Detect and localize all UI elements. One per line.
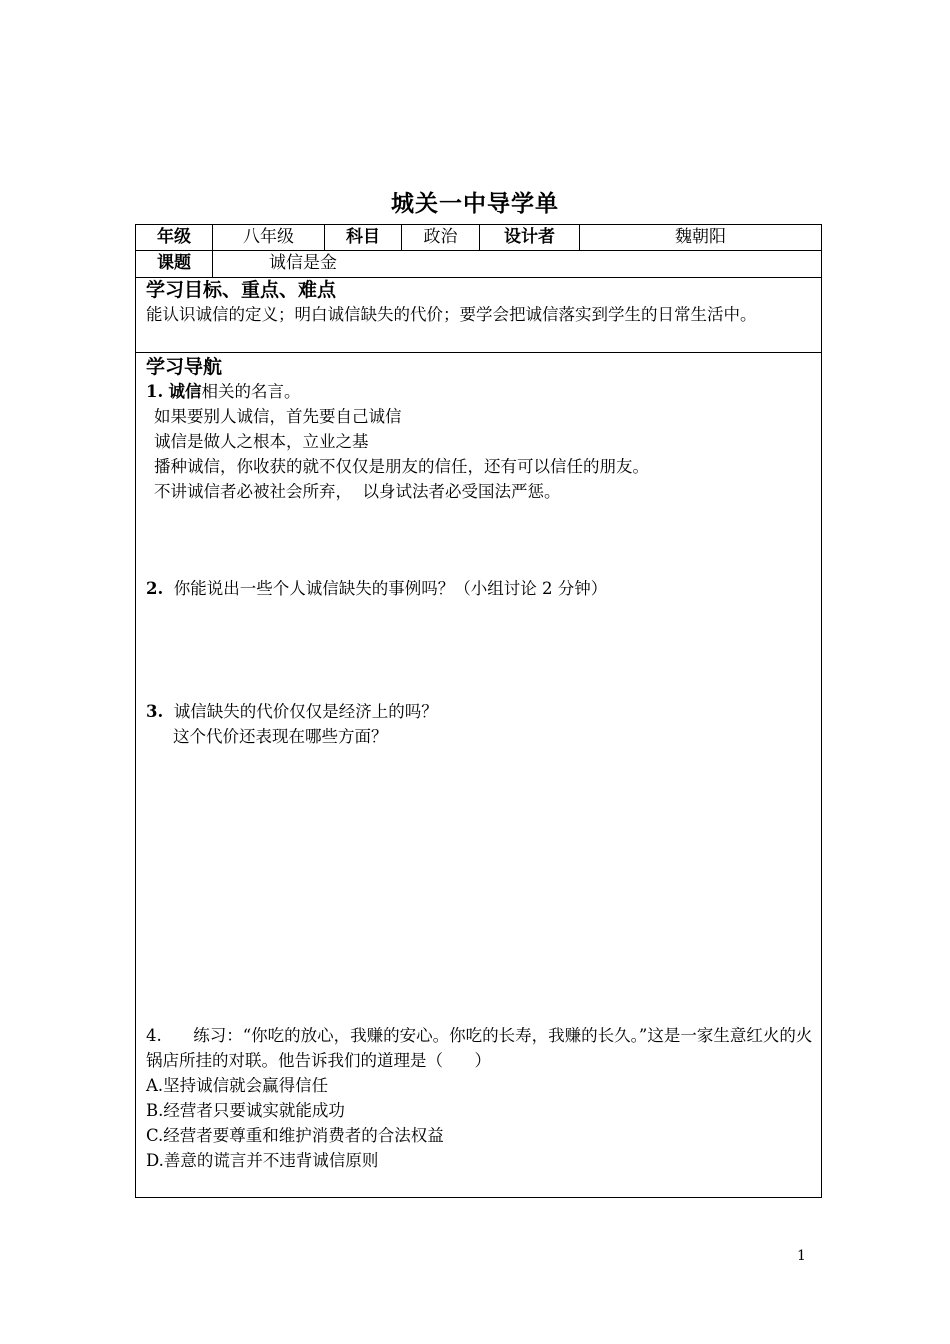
option-d: D.善意的谎言并不违背诚信原则 — [146, 1151, 379, 1170]
grade-label: 年级 — [136, 225, 213, 251]
option-c: C.经营者要尊重和维护消费者的合法权益 — [146, 1126, 444, 1145]
quote-4: 不讲诚信者必被社会所弃， 以身试法者必受国法严惩。 — [154, 482, 561, 501]
goals-text: 能认识诚信的定义；明白诚信缺失的代价；要学会把诚信落实到学生的日常生活中。 — [146, 305, 757, 324]
subject-label: 科目 — [325, 225, 402, 251]
study-sheet-table — [135, 224, 822, 1198]
question-3 — [146, 699, 821, 724]
question-1-keyword: 诚信 — [168, 382, 202, 401]
designer-value: 魏朝阳 — [580, 225, 822, 251]
guide-heading: 学习导航 — [146, 356, 223, 378]
question-1-text: 相关的名言。 — [201, 382, 301, 401]
question-4: 4. 练习：“你吃的放心，我赚的安心。你吃的长寿，我赚的长久。”这是一家生意红火的火锅店所挂的对联。他告诉我们的道理是（ ） — [146, 1026, 813, 1070]
question-1 — [146, 379, 821, 404]
grade-value: 八年级 — [213, 225, 325, 251]
quote-1: 如果要别人诚信，首先要自己诚信 — [154, 407, 402, 426]
question-3-line-2: 这个代价还表现在哪些方面？ — [173, 727, 388, 746]
question-2-text: 你能说出一些个人诚信缺失的事例吗？（小组讨论 2 分钟） — [173, 579, 608, 598]
quote-3: 播种诚信，你收获的就不仅仅是朋友的信任，还有可以信任的朋友。 — [154, 457, 649, 476]
question-1-number: 1. — [146, 382, 164, 401]
guide-section — [136, 353, 822, 1198]
designer-label: 设计者 — [480, 225, 580, 251]
question-2 — [146, 576, 821, 601]
question-3-number: 3. — [146, 702, 164, 721]
option-b: B.经营者只要诚实就能成功 — [146, 1101, 345, 1120]
question-2-number: 2. — [146, 579, 164, 598]
goals-section — [136, 278, 822, 353]
question-3-line-1: 诚信缺失的代价仅仅是经济上的吗？ — [173, 702, 438, 721]
goals-heading: 学习目标、重点、难点 — [146, 279, 337, 301]
quote-2: 诚信是做人之根本，立业之基 — [154, 432, 369, 451]
topic-label: 课题 — [136, 251, 213, 278]
subject-value: 政治 — [402, 225, 480, 251]
option-a: A.坚持诚信就会赢得信任 — [146, 1076, 329, 1095]
document-title: 城关一中导学单 — [391, 191, 559, 217]
topic-value: 诚信是金 — [213, 251, 822, 278]
page-number: 1 — [797, 1248, 806, 1264]
